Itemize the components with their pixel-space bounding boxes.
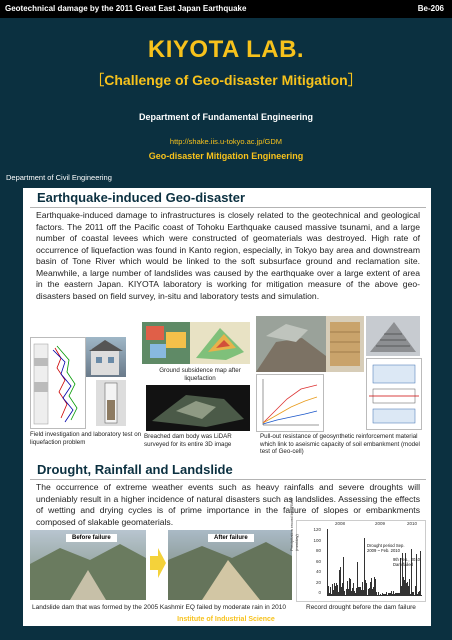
lab-apparatus-photo (96, 380, 126, 426)
after-failure-photo (168, 530, 292, 600)
section-text-earthquake: Earthquake-induced damage to infrastructures is closely related to the geotechnical and geological factors. The 2011 off the Pacific coast of Tohoku Earthquake caused massive tsunami, and a large number of coastal levees which were constructed of geomaterials was destroyed. High rate of occurrence of liquefaction was found in Kanto region, especially, in Tokyo bay area and downstream basin of Tone River which would be linked to the soft subsurface ground and reclamation site. Meanwhile, a large number of landslides was caused by the earthquake over a large extent of area in the eastern Japan. KIYOTA laboratory is working for mitigation measure of the above geo-disasters based on field survey, in-situ and laboratory tests and simulation. (36, 210, 420, 301)
ytick: 120 (313, 527, 321, 532)
rain-record-chart (289, 498, 426, 602)
rain-bar (366, 583, 367, 595)
geocell-model-1 (326, 316, 364, 372)
lidar-caption: Breached dam body was LiDAR surveyed for its entire 3D image (144, 433, 232, 448)
lidar-3d-image (146, 385, 250, 431)
lab-subtitle: ［Challenge of Geo-disaster Mitigation］ (90, 72, 362, 88)
arrow-right-icon (150, 548, 166, 578)
subsidence-map-2 (190, 322, 250, 364)
rain-bar (386, 592, 387, 595)
rain-bar (411, 549, 412, 595)
house-photo (86, 337, 126, 377)
ytick: 40 (315, 569, 321, 574)
section-divider (30, 479, 426, 480)
group-name: Geo-disaster Mitigation Engineering (148, 151, 304, 161)
lab-title: KIYOTA LAB. (147, 36, 305, 63)
ytick: 60 (315, 558, 321, 564)
ytick: 20 (315, 579, 321, 585)
year-label: 2008 (335, 521, 346, 526)
year-label: 2010 (407, 521, 418, 526)
section-divider (30, 207, 426, 208)
pullout-chart (256, 374, 324, 432)
event-title: Geotechnical damage by the 2011 Great East Japan Earthquake (5, 4, 247, 13)
geocell-model-2 (366, 316, 420, 356)
section-title-drought: Drought, Rainfall and Landslide (37, 462, 233, 477)
liquefaction-profile-chart (30, 337, 86, 429)
field-caption: Field investigation and laboratory test on liquefaction problem (30, 431, 142, 446)
test-schematic (366, 358, 422, 430)
subsidence-caption: Ground subsidence map after liquefaction (159, 367, 241, 382)
after-label: After failure (208, 534, 254, 542)
top-bar (0, 0, 452, 18)
ytick: 100 (313, 537, 321, 543)
section-text-drought: The occurrence of extreme weather events such as heavy rainfalls and severe droughts will undeniably result in a higher incidence of natural disasters such as landslides. Assessing the effects of wetting and drying cycles is of prime importance in the failure of slopes or embankments composed of slakable geomaterials. (36, 482, 420, 527)
ytick: 0 (318, 590, 321, 595)
year-label: 2009 (375, 521, 386, 526)
failure-annotation: 9th Feb., 2010 Dam failed (393, 557, 421, 567)
drought-annotation: Drought period Sep. 2009 ~ Feb. 2010 (367, 543, 405, 553)
record-caption: Record drought before the dam failure (306, 604, 416, 611)
before-failure-photo (30, 530, 146, 600)
embankment-photo (256, 316, 326, 372)
rain-yticks (311, 525, 321, 599)
institute-footer: Institute of Industrial Science (177, 616, 275, 623)
section-title-earthquake: Earthquake-induced Geo-disaster (37, 190, 246, 205)
lab-url[interactable]: http://shake.iis.u-tokyo.ac.jp/GDM (169, 137, 283, 146)
landslide-caption: Landslide dam that was formed by the 2005 Kashmir EQ failed by moderate rain in 2010 (32, 604, 287, 611)
poster-id: Be-206 (417, 4, 444, 13)
rain-bar (343, 557, 344, 595)
civil-department: Department of Civil Engineering (6, 173, 112, 182)
department-name: Department of Fundamental Engineering (138, 112, 313, 122)
before-label: Before failure (66, 534, 117, 542)
subsidence-map-1 (142, 322, 190, 364)
rain-bar (409, 579, 410, 595)
pullout-caption: Pull-out resistance of geosynthetic reinforcement material which link to aseismic capacity of soil embankment (model test of Geo-cell) (260, 433, 420, 455)
rain-ylabel: Precipitation record by TRMM (mm/day) (289, 498, 299, 551)
poster-header (0, 0, 452, 188)
ytick: 80 (315, 548, 321, 553)
